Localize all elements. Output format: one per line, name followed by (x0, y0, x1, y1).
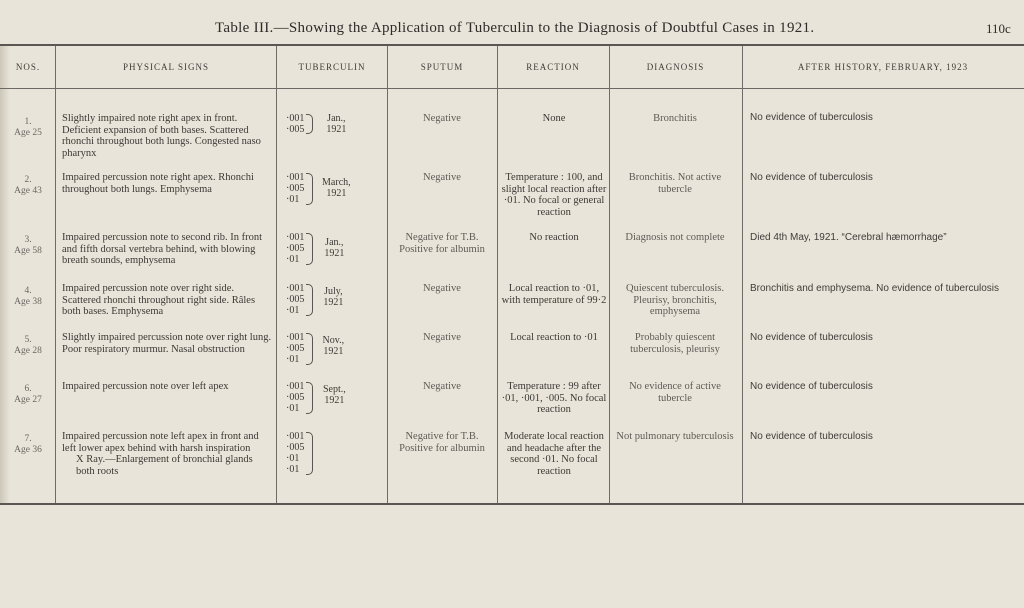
header-rule (0, 88, 1024, 89)
dose-value: ·001 (286, 431, 305, 442)
test-date: Jan., 1921 (326, 113, 347, 135)
reaction-cell: Temperature : 100, and slight local reaction after ·01. No focal or general reaction (501, 172, 607, 218)
sputum-cell: Negative (423, 283, 461, 294)
reaction-cell: Temperature : 99 after ·01, ·001, ·005. No focal reaction (501, 381, 607, 415)
dose-list (286, 283, 304, 316)
case-age: Age 28 (14, 346, 42, 356)
diagnosis-cell: Not pulmonary tuberculosis (616, 431, 734, 442)
case-number: 5. (24, 335, 32, 345)
diagnosis-cell: Quiescent tuberculosis. Pleurisy, bronchitis, emphysema (626, 283, 724, 317)
dose-value: ·001 (286, 172, 305, 183)
after-history-cell: Bronchitis and emphysema. No evidence of tuberculosis (750, 283, 1000, 294)
after-history-cell: Died 4th May, 1921. “Cerebral hæmorrhage” (750, 232, 947, 243)
reaction-cell: None (542, 113, 566, 124)
header-sputum: SPUTUM (420, 62, 464, 72)
sputum-cell: Negative (423, 113, 461, 124)
tuberculin-cell (286, 113, 386, 135)
case-age: Age 36 (14, 445, 42, 455)
diagnosis-cell: Probably quiescent tuberculosis, pleurisy (630, 332, 720, 355)
brace-icon (306, 284, 313, 316)
tuberculin-cell (286, 332, 386, 365)
dose-value: ·005 (286, 442, 305, 453)
case-number-cell (4, 117, 52, 139)
dose-value: ·005 (286, 294, 305, 305)
case-age: Age 43 (14, 186, 42, 196)
sputum-cell: Negative (423, 332, 461, 343)
case-number: 6. (24, 384, 32, 394)
case-age: Age 25 (14, 128, 42, 138)
tuberculin-cell (286, 283, 386, 316)
column-divider (742, 46, 743, 503)
sputum-cell: Negative for T.B. Positive for albumin (399, 232, 485, 255)
case-number: 7. (24, 434, 32, 444)
reaction-cell: Local reaction to ·01, with temperature of 99·2 (501, 283, 607, 306)
after-history-cell: No evidence of tuberculosis (750, 112, 873, 123)
brace-icon (306, 114, 313, 134)
case-age: Age 38 (14, 297, 42, 307)
test-date: Jan., 1921 (324, 237, 345, 259)
xray-finding: X Ray.—Enlargement of bronchial glands both roots (76, 454, 253, 477)
diagnosis-cell: No evidence of active tubercle (629, 381, 721, 404)
after-history-cell: No evidence of tuberculosis (750, 332, 873, 343)
case-age: Age 58 (14, 246, 42, 256)
dose-value: ·001 (286, 232, 305, 243)
case-number-cell (4, 286, 52, 308)
case-number-cell (4, 235, 52, 257)
case-number-cell (4, 434, 52, 456)
dose-value: ·01 (286, 354, 300, 365)
test-date: July, 1921 (323, 286, 344, 308)
diagnosis-cell: Bronchitis. Not active tubercle (628, 172, 722, 195)
tuberculin-cell (286, 431, 386, 475)
header-after-history: AFTER HISTORY, FEBRUARY, 1923 (797, 62, 969, 72)
column-divider (276, 46, 277, 503)
physical-signs-cell: Impaired percussion note over right side. Scattered rhonchi throughout right side. Râles both bases. Emphysema (62, 283, 256, 317)
physical-signs-text: Impaired percussion note left apex in front and left lower apex behind with harsh inspiration (62, 431, 259, 454)
test-date: Nov., 1921 (322, 335, 345, 357)
test-date: Sept., 1921 (322, 384, 346, 406)
physical-signs-cell: Impaired percussion note right apex. Rhonchi throughout both lungs. Emphysema (62, 172, 254, 195)
physical-signs-cell: Impaired percussion note to second rib. In front and fifth dorsal vertebra behind, with blowing breath sounds, emphysema (62, 232, 263, 266)
dose-value: ·001 (286, 381, 305, 392)
dose-list (286, 332, 304, 365)
column-divider (387, 46, 388, 503)
case-number: 3. (24, 235, 32, 245)
case-number-cell (4, 384, 52, 406)
case-age: Age 27 (14, 395, 42, 405)
dose-list (286, 381, 304, 414)
dose-value: ·01 (286, 194, 300, 205)
dose-value: ·01 (286, 305, 300, 316)
physical-signs-cell: Impaired percussion note over left apex (62, 381, 229, 392)
dose-list (286, 113, 304, 135)
physical-signs-cell (62, 431, 272, 477)
header-physical-signs: PHYSICAL SIGNS (123, 62, 209, 72)
bottom-rule (0, 503, 1024, 505)
brace-icon (306, 233, 313, 265)
case-number: 1. (24, 117, 32, 127)
tuberculin-cell (286, 232, 386, 265)
table-title: Table III.—Showing the Application of Tuberculin to the Diagnosis of Doubtful Cases in 1921. (215, 20, 815, 36)
sputum-cell: Negative (423, 381, 461, 392)
dose-value: ·001 (286, 332, 305, 343)
dose-value: ·01 (286, 403, 300, 414)
dose-value: ·005 (286, 183, 305, 194)
diagnosis-cell: Bronchitis (653, 113, 697, 124)
header-diagnosis: DIAGNOSIS (646, 62, 705, 72)
column-divider (609, 46, 610, 503)
after-history-cell: No evidence of tuberculosis (750, 172, 873, 183)
dose-value: ·005 (286, 243, 305, 254)
column-divider (55, 46, 56, 503)
sputum-cell: Negative for T.B. Positive for albumin (399, 431, 485, 454)
test-date: March, 1921 (322, 177, 351, 199)
page-number: 110c (986, 21, 1011, 36)
case-number: 4. (24, 286, 32, 296)
dose-value: ·01 (286, 464, 300, 475)
tuberculin-cell (286, 172, 386, 205)
header-nos: NOS. (15, 62, 41, 72)
dose-value: ·01 (286, 254, 300, 265)
reaction-cell: No reaction (529, 232, 579, 243)
dose-value: ·005 (286, 343, 305, 354)
dose-list (286, 172, 304, 205)
reaction-cell: Moderate local reaction and headache after the second ·01. No focal reaction (504, 431, 604, 477)
brace-icon (306, 432, 313, 475)
dose-value: ·005 (286, 392, 305, 403)
column-divider (497, 46, 498, 503)
case-number-cell (4, 175, 52, 197)
dose-value: ·001 (286, 283, 305, 294)
physical-signs-cell: Slightly impaired note right apex in front. Deficient expansion of both bases. Scattered rhonchi throughout both lungs. Congested naso pharynx (62, 113, 261, 159)
header-tuberculin: TUBERCULIN (298, 62, 366, 72)
top-rule (0, 44, 1024, 46)
dose-list (286, 431, 304, 475)
brace-icon (306, 382, 313, 414)
physical-signs-cell: Slightly impaired percussion note over right lung. Poor respiratory murmur. Nasal obstruction (62, 332, 272, 355)
dose-list (286, 232, 304, 265)
sputum-cell: Negative (423, 172, 461, 183)
after-history-cell: No evidence of tuberculosis (750, 381, 873, 392)
tuberculin-cell (286, 381, 386, 414)
dose-value: ·01 (286, 453, 300, 464)
header-reaction: REACTION (526, 62, 580, 72)
case-number: 2. (24, 175, 32, 185)
after-history-cell: No evidence of tuberculosis (750, 431, 873, 442)
brace-icon (306, 333, 313, 365)
dose-value: ·001 (286, 113, 305, 124)
case-number-cell (4, 335, 52, 357)
brace-icon (306, 173, 313, 205)
diagnosis-cell: Diagnosis not complete (625, 232, 725, 243)
reaction-cell: Local reaction to ·01 (510, 332, 598, 343)
dose-value: ·005 (286, 124, 305, 135)
